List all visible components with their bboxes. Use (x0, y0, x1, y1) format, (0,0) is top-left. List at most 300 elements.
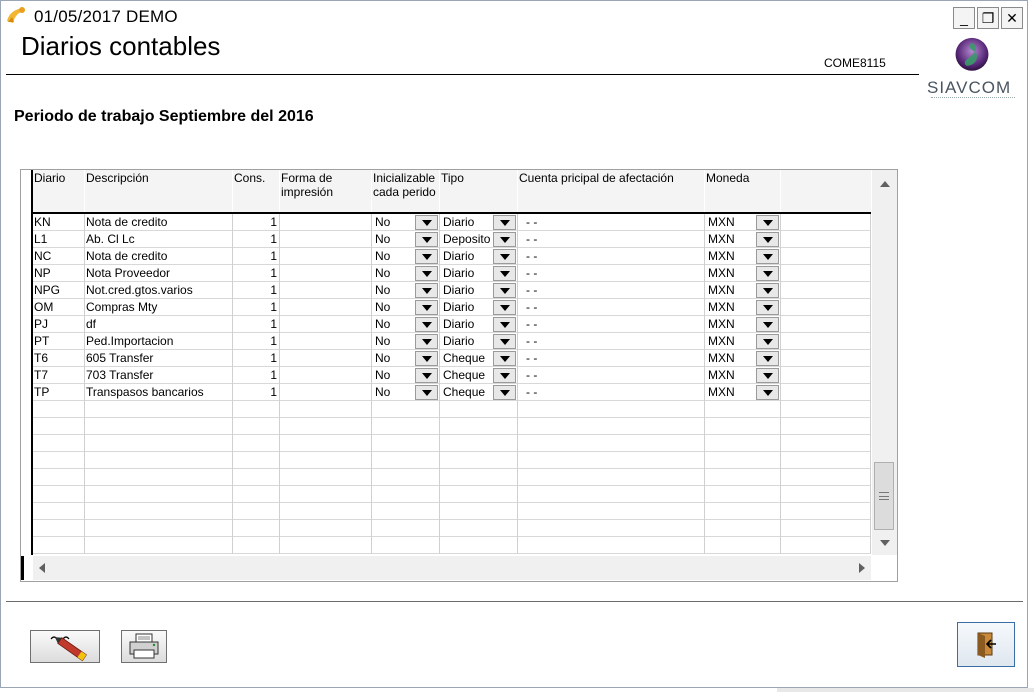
empty-cell[interactable] (440, 469, 518, 486)
printer-icon (122, 631, 166, 662)
footer-divider (6, 601, 1023, 602)
empty-cell[interactable] (705, 435, 781, 452)
cell-descripcion[interactable]: Transpasos bancarios (85, 384, 233, 401)
inicializable-select[interactable] (372, 282, 440, 299)
inicializable-select[interactable] (372, 350, 440, 367)
empty-cell[interactable] (440, 435, 518, 452)
empty-cell[interactable] (781, 503, 871, 520)
cell-descripcion[interactable]: Compras Mty (85, 299, 233, 316)
table-row[interactable] (33, 520, 871, 537)
tipo-select-value: Diario (443, 215, 475, 229)
moneda-select[interactable] (705, 265, 781, 282)
empty-cell[interactable] (705, 520, 781, 537)
moneda-select[interactable] (705, 367, 781, 384)
dropdown-arrow-icon[interactable] (756, 300, 779, 315)
cell-diario[interactable]: NPG (33, 282, 85, 299)
inicializable-select-value: No (375, 283, 391, 297)
scroll-left-arrow-icon[interactable] (33, 556, 53, 580)
empty-cell[interactable] (280, 401, 372, 418)
table-row[interactable] (33, 350, 871, 367)
empty-cell[interactable] (233, 452, 280, 469)
cell-cuenta[interactable]: - - (518, 316, 705, 333)
empty-cell[interactable] (440, 452, 518, 469)
empty-cell[interactable] (85, 520, 233, 537)
empty-cell[interactable] (518, 435, 705, 452)
cell-forma[interactable] (280, 282, 372, 299)
moneda-select[interactable] (705, 384, 781, 401)
cell-diario[interactable]: TP (33, 384, 85, 401)
cell-cuenta[interactable]: - - (518, 265, 705, 282)
empty-cell[interactable] (781, 486, 871, 503)
cell-extra (781, 316, 871, 333)
empty-cell[interactable] (85, 435, 233, 452)
print-button[interactable] (121, 630, 167, 663)
moneda-select[interactable] (705, 350, 781, 367)
dropdown-arrow-icon[interactable] (493, 300, 516, 315)
moneda-select[interactable] (705, 214, 781, 231)
cell-descripcion[interactable]: 703 Transfer (85, 367, 233, 384)
cell-cons[interactable]: 1 (233, 214, 280, 231)
moneda-select-value: MXN (708, 334, 735, 348)
cell-forma[interactable] (280, 367, 372, 384)
table-row[interactable] (33, 435, 871, 452)
exit-door-icon (958, 623, 1014, 666)
table-row[interactable] (33, 231, 871, 248)
cell-cuenta[interactable]: - - (518, 350, 705, 367)
cell-forma[interactable] (280, 316, 372, 333)
horizontal-scrollbar[interactable] (33, 556, 871, 580)
inicializable-select-value: No (375, 249, 391, 263)
empty-cell[interactable] (33, 435, 85, 452)
logo-underline (931, 97, 1015, 99)
empty-cell[interactable] (440, 503, 518, 520)
close-button[interactable]: ✕ (1001, 7, 1023, 29)
empty-cell[interactable] (372, 520, 440, 537)
dropdown-arrow-icon[interactable] (493, 249, 516, 264)
cell-extra (781, 214, 871, 231)
moneda-select-value: MXN (708, 249, 735, 263)
empty-cell[interactable] (781, 469, 871, 486)
inicializable-select[interactable] (372, 265, 440, 282)
empty-cell[interactable] (705, 537, 781, 554)
window-controls (953, 7, 1023, 29)
moneda-select-value: MXN (708, 300, 735, 314)
dropdown-arrow-icon[interactable] (756, 334, 779, 349)
tipo-select-value: Cheque (443, 368, 486, 382)
cell-forma[interactable] (280, 350, 372, 367)
table-row[interactable] (33, 537, 871, 554)
cell-forma[interactable] (280, 248, 372, 265)
siavcom-logo-icon (925, 31, 1019, 79)
dropdown-arrow-icon[interactable] (415, 300, 438, 315)
period-label: Periodo de trabajo Septiembre del 2016 (14, 108, 314, 125)
dropdown-arrow-icon[interactable] (756, 249, 779, 264)
dropdown-arrow-icon[interactable] (415, 249, 438, 264)
empty-cell[interactable] (33, 418, 85, 435)
col-header-tipo[interactable]: Tipo (440, 170, 518, 212)
moneda-select-value: MXN (708, 351, 735, 365)
dropdown-arrow-icon[interactable] (415, 283, 438, 298)
cell-cons[interactable]: 1 (233, 282, 280, 299)
cell-diario[interactable]: PT (33, 333, 85, 350)
inicializable-select[interactable] (372, 333, 440, 350)
table-row[interactable] (33, 265, 871, 282)
table-row[interactable] (33, 418, 871, 435)
cell-cons[interactable]: 1 (233, 248, 280, 265)
cell-diario[interactable]: L1 (33, 231, 85, 248)
empty-cell[interactable] (518, 418, 705, 435)
dropdown-arrow-icon[interactable] (493, 266, 516, 281)
empty-cell[interactable] (440, 418, 518, 435)
moneda-select[interactable] (705, 316, 781, 333)
empty-cell[interactable] (781, 418, 871, 435)
cell-cuenta[interactable]: - - (518, 384, 705, 401)
cell-cons[interactable]: 1 (233, 384, 280, 401)
tipo-select[interactable] (440, 333, 518, 350)
dropdown-arrow-icon[interactable] (415, 232, 438, 247)
dropdown-arrow-icon[interactable] (415, 351, 438, 366)
cell-extra (781, 367, 871, 384)
empty-cell[interactable] (280, 537, 372, 554)
empty-cell[interactable] (440, 401, 518, 418)
dropdown-arrow-icon[interactable] (415, 317, 438, 332)
inicializable-select[interactable] (372, 231, 440, 248)
cell-extra (781, 299, 871, 316)
cell-cons[interactable]: 1 (233, 350, 280, 367)
empty-cell[interactable] (33, 503, 85, 520)
cell-cons[interactable]: 1 (233, 299, 280, 316)
cell-cons[interactable]: 1 (233, 316, 280, 333)
status-strip (777, 688, 1034, 692)
cell-extra (781, 384, 871, 401)
empty-cell[interactable] (705, 401, 781, 418)
scroll-up-arrow-icon[interactable] (872, 170, 897, 198)
empty-cell[interactable] (85, 452, 233, 469)
empty-cell[interactable] (85, 486, 233, 503)
cell-extra (781, 350, 871, 367)
tipo-select-value: Diario (443, 249, 475, 263)
dropdown-arrow-icon[interactable] (493, 317, 516, 332)
cell-diario[interactable]: NP (33, 265, 85, 282)
empty-cell[interactable] (280, 418, 372, 435)
cell-diario[interactable]: T6 (33, 350, 85, 367)
empty-cell[interactable] (440, 537, 518, 554)
table-row[interactable] (33, 214, 871, 231)
cell-diario[interactable]: NC (33, 248, 85, 265)
empty-cell[interactable] (440, 520, 518, 537)
cell-forma[interactable] (280, 231, 372, 248)
cell-cons[interactable]: 1 (233, 231, 280, 248)
empty-cell[interactable] (33, 520, 85, 537)
form-code: COME8115 (824, 56, 886, 70)
dropdown-arrow-icon[interactable] (493, 351, 516, 366)
cell-forma[interactable] (280, 265, 372, 282)
empty-cell[interactable] (33, 452, 85, 469)
tipo-select[interactable] (440, 384, 518, 401)
moneda-select-value: MXN (708, 283, 735, 297)
col-header-cons[interactable]: Cons. (233, 170, 280, 212)
scroll-down-arrow-icon[interactable] (872, 532, 897, 554)
cell-extra (781, 265, 871, 282)
col-header-cuenta[interactable]: Cuenta pricipal de afectación (518, 170, 705, 212)
table-row[interactable] (33, 316, 871, 333)
empty-cell[interactable] (372, 469, 440, 486)
empty-cell[interactable] (33, 469, 85, 486)
empty-cell[interactable] (233, 503, 280, 520)
cell-descripcion[interactable]: df (85, 316, 233, 333)
cell-forma[interactable] (280, 333, 372, 350)
tipo-select[interactable] (440, 248, 518, 265)
col-header-moneda[interactable]: Moneda (705, 170, 781, 212)
tipo-select[interactable] (440, 214, 518, 231)
cell-cons[interactable]: 1 (233, 265, 280, 282)
table-row[interactable] (33, 299, 871, 316)
cell-descripcion[interactable]: Ab. Cl Lc (85, 231, 233, 248)
empty-cell[interactable] (705, 452, 781, 469)
pen-icon (31, 631, 99, 662)
cell-cons[interactable]: 1 (233, 367, 280, 384)
tipo-select-value: Cheque (443, 351, 486, 365)
empty-cell[interactable] (705, 503, 781, 520)
table-row[interactable] (33, 401, 871, 418)
cell-cuenta[interactable]: - - (518, 231, 705, 248)
cell-cuenta[interactable]: - - (518, 333, 705, 350)
empty-cell[interactable] (280, 520, 372, 537)
scroll-thumb[interactable] (874, 462, 894, 530)
inicializable-select-value: No (375, 300, 391, 314)
cell-extra (781, 231, 871, 248)
empty-cell[interactable] (518, 486, 705, 503)
grip-icon (879, 492, 889, 500)
empty-cell[interactable] (518, 401, 705, 418)
app-icon (5, 5, 27, 25)
moneda-select[interactable] (705, 248, 781, 265)
dropdown-arrow-icon[interactable] (493, 368, 516, 383)
empty-cell[interactable] (85, 418, 233, 435)
moneda-select-value: MXN (708, 385, 735, 399)
tipo-select[interactable] (440, 350, 518, 367)
grid-corner (21, 556, 33, 580)
empty-cell[interactable] (233, 469, 280, 486)
empty-cell[interactable] (85, 537, 233, 554)
col-header-diario[interactable]: Diario (33, 170, 85, 212)
inicializable-select-value: No (375, 215, 391, 229)
tipo-select-value: Cheque (443, 385, 486, 399)
dropdown-arrow-icon[interactable] (493, 215, 516, 230)
empty-cell[interactable] (781, 520, 871, 537)
empty-cell[interactable] (33, 401, 85, 418)
cell-descripcion[interactable]: Nota de credito (85, 248, 233, 265)
empty-cell[interactable] (280, 435, 372, 452)
tipo-select[interactable] (440, 299, 518, 316)
journals-grid[interactable] (20, 169, 898, 582)
dropdown-arrow-icon[interactable] (493, 232, 516, 247)
dropdown-arrow-icon[interactable] (756, 283, 779, 298)
moneda-select-value: MXN (708, 232, 735, 246)
table-row[interactable] (33, 248, 871, 265)
restore-button[interactable]: ❐ (977, 7, 999, 29)
empty-cell[interactable] (705, 469, 781, 486)
cell-descripcion[interactable]: Ped.Importacion (85, 333, 233, 350)
cell-diario[interactable]: T7 (33, 367, 85, 384)
empty-cell[interactable] (280, 486, 372, 503)
empty-cell[interactable] (85, 469, 233, 486)
dropdown-arrow-icon[interactable] (493, 283, 516, 298)
dropdown-arrow-icon[interactable] (415, 266, 438, 281)
empty-cell[interactable] (518, 469, 705, 486)
table-row[interactable] (33, 333, 871, 350)
empty-cell[interactable] (518, 537, 705, 554)
col-header-inicializable[interactable]: Inicializable cada perido (372, 170, 440, 212)
empty-cell[interactable] (518, 452, 705, 469)
edit-button[interactable] (30, 630, 100, 663)
tipo-select-value: Diario (443, 317, 475, 331)
moneda-select[interactable] (705, 333, 781, 350)
empty-cell[interactable] (280, 503, 372, 520)
empty-cell[interactable] (280, 469, 372, 486)
dropdown-arrow-icon[interactable] (493, 385, 516, 400)
inicializable-select[interactable] (372, 384, 440, 401)
inicializable-select[interactable] (372, 214, 440, 231)
cell-cons[interactable]: 1 (233, 333, 280, 350)
empty-cell[interactable] (233, 418, 280, 435)
header-divider (6, 74, 919, 75)
empty-cell[interactable] (781, 435, 871, 452)
inicializable-select[interactable] (372, 248, 440, 265)
inicializable-select-value: No (375, 232, 391, 246)
minimize-button[interactable]: _ (953, 7, 975, 29)
exit-button[interactable] (957, 622, 1015, 667)
col-header-forma[interactable]: Forma de impresión (280, 170, 372, 212)
dropdown-arrow-icon[interactable] (415, 368, 438, 383)
table-row[interactable] (33, 486, 871, 503)
cell-extra (781, 333, 871, 350)
empty-cell[interactable] (440, 486, 518, 503)
empty-cell[interactable] (233, 401, 280, 418)
tipo-select[interactable] (440, 316, 518, 333)
empty-cell[interactable] (372, 537, 440, 554)
empty-cell[interactable] (518, 503, 705, 520)
empty-cell[interactable] (85, 401, 233, 418)
empty-cell[interactable] (372, 486, 440, 503)
empty-cell[interactable] (85, 503, 233, 520)
dropdown-arrow-icon[interactable] (493, 334, 516, 349)
scroll-right-arrow-icon[interactable] (851, 556, 871, 580)
cell-extra (781, 282, 871, 299)
moneda-select-value: MXN (708, 215, 735, 229)
empty-cell[interactable] (372, 452, 440, 469)
cell-diario[interactable]: KN (33, 214, 85, 231)
vertical-scrollbar[interactable] (872, 170, 897, 555)
tipo-select[interactable] (440, 367, 518, 384)
cell-diario[interactable]: PJ (33, 316, 85, 333)
table-row[interactable] (33, 452, 871, 469)
table-row[interactable] (33, 469, 871, 486)
empty-cell[interactable] (518, 520, 705, 537)
empty-cell[interactable] (233, 486, 280, 503)
tipo-select-value: Diario (443, 300, 475, 314)
moneda-select[interactable] (705, 231, 781, 248)
inicializable-select-value: No (375, 351, 391, 365)
dropdown-arrow-icon[interactable] (756, 232, 779, 247)
dropdown-arrow-icon[interactable] (756, 266, 779, 281)
empty-cell[interactable] (781, 401, 871, 418)
moneda-select-value: MXN (708, 266, 735, 280)
cell-descripcion[interactable]: Nota de credito (85, 214, 233, 231)
empty-cell[interactable] (280, 452, 372, 469)
dropdown-arrow-icon[interactable] (415, 215, 438, 230)
empty-cell[interactable] (372, 401, 440, 418)
cell-cuenta[interactable]: - - (518, 282, 705, 299)
inicializable-select[interactable] (372, 367, 440, 384)
cell-descripcion[interactable]: Not.cred.gtos.varios (85, 282, 233, 299)
tipo-select[interactable] (440, 265, 518, 282)
moneda-select[interactable] (705, 282, 781, 299)
empty-cell[interactable] (372, 435, 440, 452)
cell-descripcion[interactable]: Nota Proveedor (85, 265, 233, 282)
inicializable-select-value: No (375, 368, 391, 382)
moneda-select-value: MXN (708, 368, 735, 382)
table-row[interactable] (33, 503, 871, 520)
cell-forma[interactable] (280, 384, 372, 401)
tipo-select-value: Diario (443, 266, 475, 280)
tipo-select[interactable] (440, 282, 518, 299)
row-selector-bar[interactable] (21, 170, 33, 555)
table-row[interactable] (33, 367, 871, 384)
empty-cell[interactable] (372, 503, 440, 520)
inicializable-select[interactable] (372, 316, 440, 333)
empty-cell[interactable] (233, 537, 280, 554)
cell-descripcion[interactable]: 605 Transfer (85, 350, 233, 367)
empty-cell[interactable] (781, 452, 871, 469)
cell-forma[interactable] (280, 299, 372, 316)
inicializable-select-value: No (375, 334, 391, 348)
dropdown-arrow-icon[interactable] (756, 215, 779, 230)
empty-cell[interactable] (233, 520, 280, 537)
table-row[interactable] (33, 282, 871, 299)
empty-cell[interactable] (705, 486, 781, 503)
empty-cell[interactable] (33, 537, 85, 554)
cell-diario[interactable]: OM (33, 299, 85, 316)
moneda-select-value: MXN (708, 317, 735, 331)
dropdown-arrow-icon[interactable] (415, 385, 438, 400)
empty-cell[interactable] (372, 418, 440, 435)
empty-cell[interactable] (705, 418, 781, 435)
col-header-descripcion[interactable]: Descripción (85, 170, 233, 212)
dropdown-arrow-icon[interactable] (756, 351, 779, 366)
dropdown-arrow-icon[interactable] (756, 317, 779, 332)
inicializable-select-value: No (375, 317, 391, 331)
moneda-select[interactable] (705, 299, 781, 316)
dropdown-arrow-icon[interactable] (415, 334, 438, 349)
cell-cuenta[interactable]: - - (518, 367, 705, 384)
cell-cuenta[interactable]: - - (518, 299, 705, 316)
inicializable-select[interactable] (372, 299, 440, 316)
table-row[interactable] (33, 384, 871, 401)
inicializable-select-value: No (375, 385, 391, 399)
dropdown-arrow-icon[interactable] (756, 385, 779, 400)
dropdown-arrow-icon[interactable] (756, 368, 779, 383)
empty-cell[interactable] (33, 486, 85, 503)
empty-cell[interactable] (233, 435, 280, 452)
empty-cell[interactable] (781, 537, 871, 554)
logo-text: SIAVCOM (927, 78, 1012, 97)
tipo-select[interactable] (440, 231, 518, 248)
cell-cuenta[interactable]: - - (518, 248, 705, 265)
title-bar (1, 1, 1027, 29)
cell-cuenta[interactable]: - - (518, 214, 705, 231)
cell-forma[interactable] (280, 214, 372, 231)
